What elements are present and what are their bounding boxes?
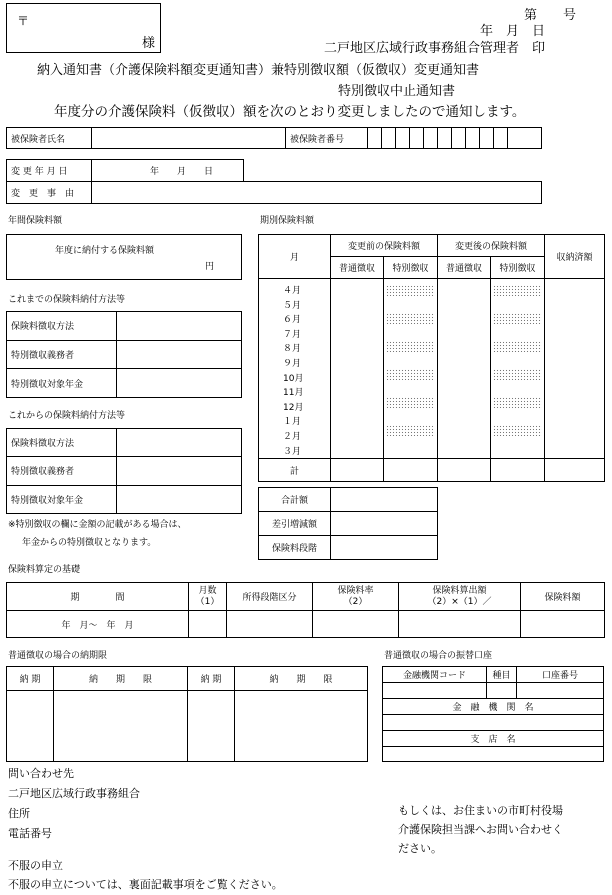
insured-name-field[interactable]	[92, 128, 286, 149]
future-method-table	[6, 428, 242, 514]
month-label: ２月	[283, 431, 302, 442]
past-method-row-value[interactable]	[117, 369, 242, 398]
special-shaded-slot	[493, 313, 542, 324]
note-line2: 年金からの特別徴収となります。	[22, 538, 157, 548]
insured-number-digit[interactable]	[410, 128, 424, 149]
deadline-section-title: 普通徴収の場合の納期限	[8, 651, 108, 661]
deadline-term-cell[interactable]	[188, 691, 235, 762]
contact-alt-line3: ださい。	[398, 842, 442, 855]
title-line2: 特別徴収中止通知書	[338, 84, 456, 99]
month-label: ３月	[283, 446, 302, 457]
total-after-special[interactable]	[491, 459, 545, 482]
past-method-row-label: 保険料徴収方法	[7, 312, 117, 341]
basis-months-value[interactable]	[189, 611, 227, 638]
special-shaded-slot	[386, 313, 435, 324]
title-line1: 納入通知書（介護保険料額変更通知書）兼特別徴収額（仮徴収）変更通知書	[37, 63, 480, 78]
basis-rate-value[interactable]	[313, 611, 399, 638]
honorific: 様	[142, 36, 156, 51]
contact-phone: 電話番号	[8, 827, 52, 840]
deadline-date-cell[interactable]	[235, 691, 368, 762]
account-table	[382, 666, 604, 762]
change-reason-field[interactable]	[92, 182, 542, 204]
sum-label: 合計額	[259, 488, 331, 512]
account-bank-code-header: 金融機関コード	[383, 667, 487, 683]
after-special-cell[interactable]	[491, 279, 545, 459]
month-label: １月	[283, 417, 302, 428]
past-method-row-label: 特別徴収義務者	[7, 340, 117, 369]
special-shaded-slot	[493, 369, 542, 380]
past-method-title: これまでの保険料納付方法等	[8, 295, 126, 305]
document-number: 第 号	[524, 8, 577, 23]
contact-alt-line2: 介護保険担当課へお問い合わせく	[398, 823, 563, 836]
total-before-special[interactable]	[384, 459, 438, 482]
annual-box	[6, 234, 242, 280]
insured-table	[6, 127, 542, 149]
month-label: ６月	[283, 315, 302, 326]
before-special-cell[interactable]	[384, 279, 438, 459]
deadline-date-header: 納 期 限	[54, 667, 188, 691]
periodic-table	[258, 234, 605, 482]
insured-number-digit[interactable]	[382, 128, 396, 149]
insured-number-digit[interactable]	[466, 128, 480, 149]
total-before-ordinary[interactable]	[331, 459, 384, 482]
month-label: 12月	[283, 402, 304, 413]
basis-premium-value[interactable]	[521, 611, 605, 638]
month-label: 10月	[283, 373, 304, 384]
before-special-header: 特別徴収	[384, 257, 438, 279]
account-branch-header: 支 店 名	[383, 731, 604, 747]
contact-title: 問い合わせ先	[8, 767, 74, 780]
address-box	[6, 3, 161, 53]
periodic-summary-table	[258, 487, 438, 560]
insured-number-digit[interactable]	[368, 128, 382, 149]
special-shaded-slot	[386, 285, 435, 296]
insured-number-digit[interactable]	[438, 128, 452, 149]
insured-number-label: 被保険者番号	[286, 128, 368, 149]
basis-calc-header: 保険料算出額 （2）×（1）／	[399, 583, 521, 611]
before-ordinary-cell[interactable]	[331, 279, 384, 459]
before-header: 変更前の保険料額	[331, 235, 438, 257]
account-branch-value[interactable]	[383, 747, 604, 762]
insured-number-digit[interactable]	[424, 128, 438, 149]
account-number-value[interactable]	[517, 683, 604, 699]
collected-cell[interactable]	[545, 279, 605, 459]
total-collected[interactable]	[545, 459, 605, 482]
special-shaded-slot	[386, 425, 435, 436]
basis-rate-header: 保険料率 （2）	[313, 583, 399, 611]
account-bank-name-header: 金 融 機 関 名	[383, 699, 604, 715]
note-line1: ※特別徴収の欄に金額の記載がある場合は、	[8, 520, 187, 530]
future-method-row-label: 特別徴収対象年金	[7, 485, 117, 513]
future-method-row-value[interactable]	[117, 429, 242, 457]
month-label: ４月	[283, 286, 302, 296]
total-after-ordinary[interactable]	[438, 459, 491, 482]
special-shaded-slot	[493, 285, 542, 296]
future-method-row-label: 特別徴収義務者	[7, 457, 117, 485]
past-method-row-label: 特別徴収対象年金	[7, 369, 117, 398]
account-bank-code-value[interactable]	[383, 683, 487, 699]
change-reason-label: 変 更 事 由	[7, 182, 92, 204]
collected-header: 収納済額	[545, 235, 605, 279]
deadline-term-header: 納 期	[188, 667, 235, 691]
notice-text: 年度分の介護保険料（仮徴収）額を次のとおり変更しましたので通知します。	[54, 104, 526, 120]
appeal-title: 不服の申立	[8, 859, 63, 872]
special-shaded-slot	[493, 425, 542, 436]
insured-name-label: 被保険者氏名	[7, 128, 92, 149]
change-date-label: 変 更 年 月 日	[7, 160, 92, 182]
basis-income-value[interactable]	[227, 611, 313, 638]
total-label: 計	[259, 459, 331, 482]
diff-value[interactable]	[331, 512, 438, 536]
account-section-title: 普通徴収の場合の振替口座	[384, 651, 493, 661]
basis-section-title: 保険料算定の基礎	[8, 565, 81, 575]
special-shaded-slot	[493, 397, 542, 408]
account-type-header: 種目	[487, 667, 517, 683]
sum-value[interactable]	[331, 488, 438, 512]
deadline-term-cell[interactable]	[7, 691, 54, 762]
after-ordinary-cell[interactable]	[438, 279, 491, 459]
basis-calc-value[interactable]	[399, 611, 521, 638]
month-list-cell	[259, 279, 331, 459]
basis-premium-header: 保険料額	[521, 583, 605, 611]
special-shaded-slot	[386, 341, 435, 352]
month-label: ８月	[283, 344, 302, 355]
document-date: 年 月 日	[480, 24, 546, 39]
future-method-title: これからの保険料納付方法等	[8, 411, 126, 421]
contact-address: 住所	[8, 807, 30, 820]
basis-table	[6, 582, 605, 638]
past-method-table	[6, 311, 242, 398]
special-shaded-slot	[386, 369, 435, 380]
contact-org: 二戸地区広域行政事務組合	[8, 787, 140, 800]
deadline-table	[6, 666, 368, 762]
basis-income-header: 所得段階区分	[227, 583, 313, 611]
month-label: ９月	[283, 358, 302, 369]
insured-number-digit[interactable]	[396, 128, 410, 149]
annual-label: 年度に納付する保険料額	[55, 246, 155, 256]
month-label: ７月	[283, 329, 302, 340]
before-ordinary-header: 普通徴収	[331, 257, 384, 279]
change-date-blank	[244, 160, 542, 182]
periodic-section-title: 期別保険料額	[260, 216, 315, 226]
insured-number-digit[interactable]	[494, 128, 508, 149]
special-shaded-slot	[386, 397, 435, 408]
insured-number-digit[interactable]	[508, 128, 542, 149]
month-label: ５月	[283, 300, 302, 311]
after-special-header: 特別徴収	[491, 257, 545, 279]
deadline-term-header: 納 期	[7, 667, 54, 691]
contact-alt-line1: もしくは、お住まいの市町村役場	[398, 804, 563, 817]
basis-months-header: 月数 （1）	[189, 583, 227, 611]
diff-label: 差引増減額	[259, 512, 331, 536]
account-number-header: 口座番号	[517, 667, 604, 683]
basis-period-value[interactable]: 年 月～ 年 月	[7, 611, 189, 638]
insured-number-digit[interactable]	[480, 128, 494, 149]
special-shaded-slot	[493, 341, 542, 352]
month-header: 月	[259, 235, 331, 279]
annual-unit: 円	[205, 262, 215, 272]
account-bank-name-value[interactable]	[383, 715, 604, 731]
account-type-value[interactable]	[487, 683, 517, 699]
past-method-row-value[interactable]	[117, 312, 242, 341]
postal-mark: 〒	[17, 14, 30, 28]
month-label: 11月	[283, 388, 304, 399]
stage-label: 保険料段階	[259, 536, 331, 560]
deadline-date-header: 納 期 限	[235, 667, 368, 691]
after-ordinary-header: 普通徴収	[438, 257, 491, 279]
deadline-date-cell[interactable]	[54, 691, 188, 762]
past-method-row-value[interactable]	[117, 340, 242, 369]
issuer: 二戸地区広域行政事務組合管理者 印	[324, 41, 546, 56]
after-header: 変更後の保険料額	[438, 235, 545, 257]
insured-number-digit[interactable]	[452, 128, 466, 149]
stage-value[interactable]	[331, 536, 438, 560]
change-date-value[interactable]: 年 月 日	[92, 160, 244, 182]
change-table	[6, 159, 542, 204]
basis-period-header: 期 間	[7, 583, 189, 611]
appeal-text: 不服の申立については、裏面記載事項をご覧ください。	[8, 878, 283, 891]
annual-section-title: 年間保険料額	[8, 216, 63, 226]
future-method-row-label: 保険料徴収方法	[7, 429, 117, 457]
future-method-row-value[interactable]	[117, 485, 242, 513]
future-method-row-value[interactable]	[117, 457, 242, 485]
